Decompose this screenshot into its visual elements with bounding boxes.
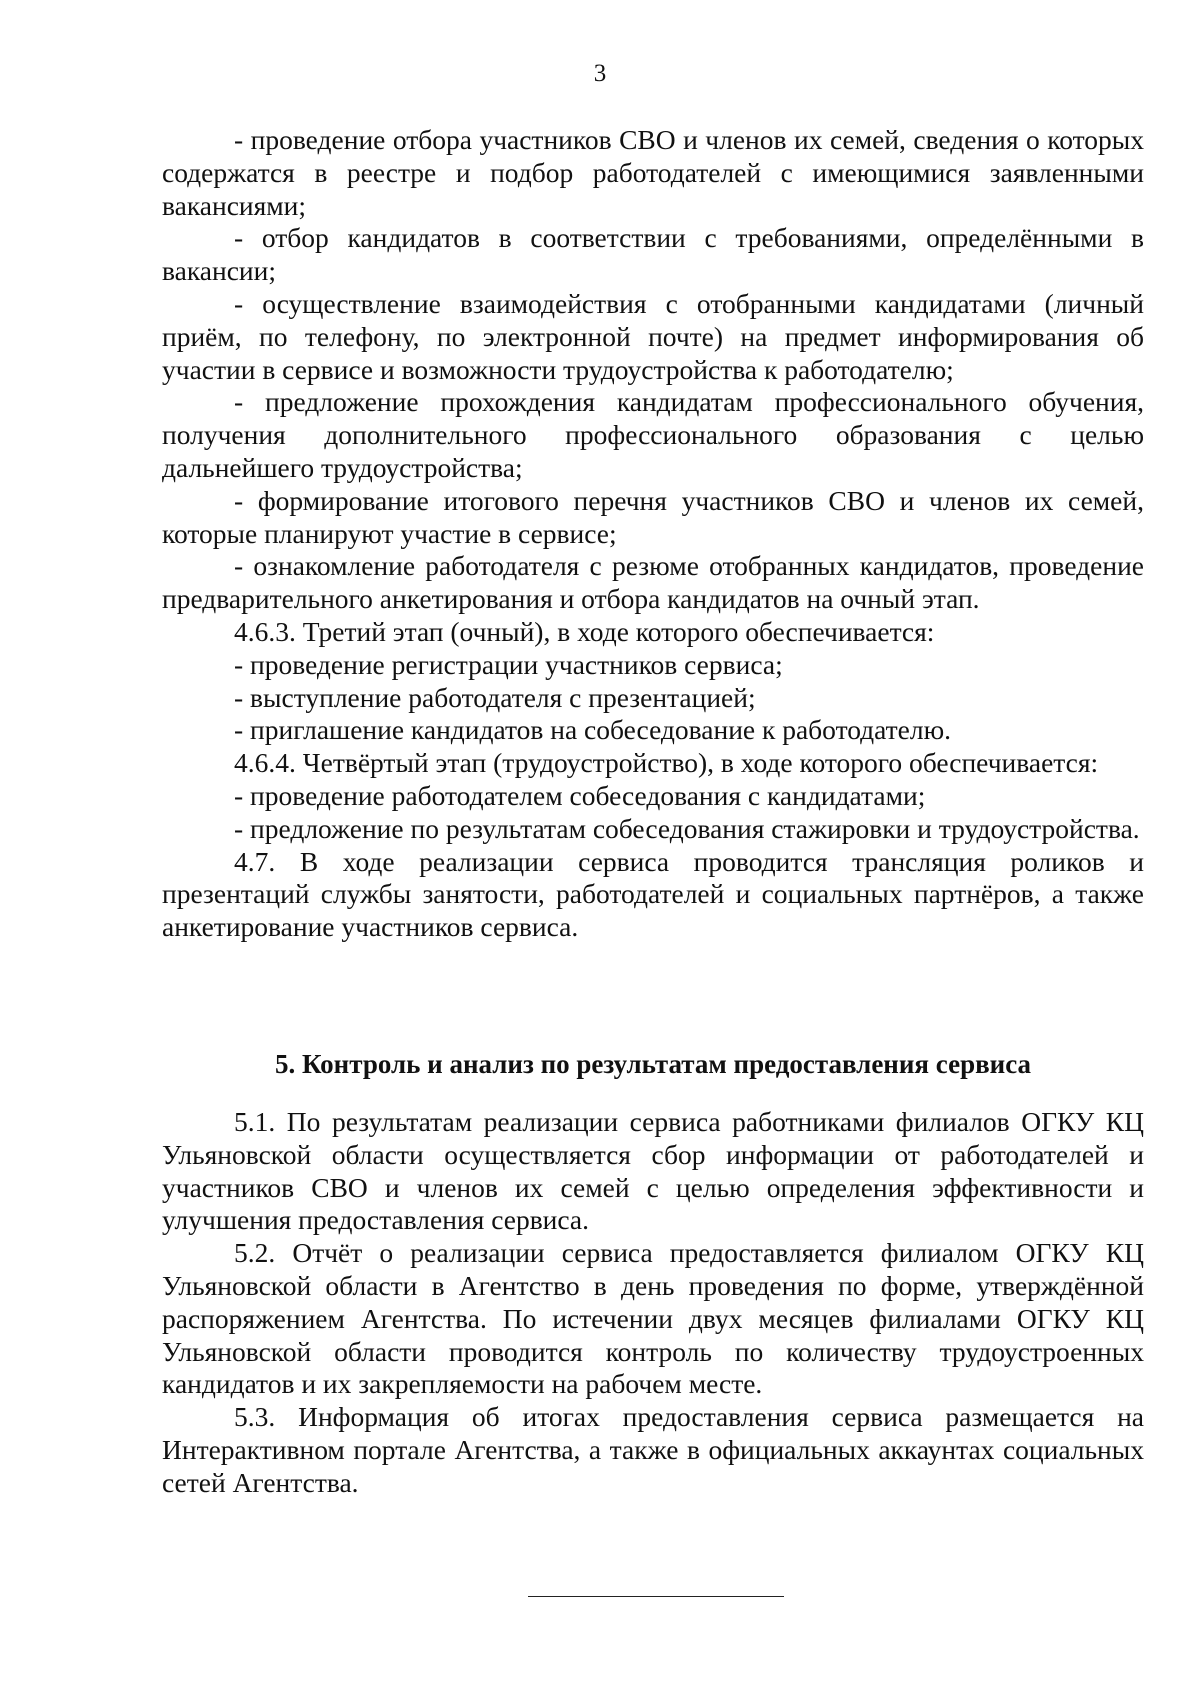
section5-body [162,1106,1144,1500]
paragraph: - проведение отбора участников СВО и членов их семей, сведения о которых содержатся в реестре и подбор работодателей с имеющимися заявленными вакансиями; [162,124,1144,221]
paragraph: 5.1. По результатам реализации сервиса работниками филиалов ОГКУ КЦ Ульяновской области осуществляется сбор информации от работодателей и участников СВО и членов их семей с целью определения эффективности и улучшения предоставления сервиса. [162,1106,1144,1236]
page-number: 3 [593,60,607,87]
paragraph: - ознакомление работодателя с резюме отобранных кандидатов, проведение предварительного анкетирования и отбора кандидатов на очный этап. [162,550,1144,615]
paragraph: 5.3. Информация об итогах предоставления сервиса размещается на Интерактивном портале Агентства, а также в официальных аккаунтах социальных сетей Агентства. [162,1401,1144,1498]
paragraph: - предложение по результатам собеседования стажировки и трудоустройства. [234,812,1140,844]
paragraph: 5.2. Отчёт о реализации сервиса предоставляется филиалом ОГКУ КЦ Ульяновской области в Агентство в день проведения по форме, утверждённой распоряжением Агентства. По истечении двух месяцев филиалами ОГКУ КЦ Ульяновской области проводится контроль по количеству трудоустроенных кандидатов и их закрепляемости на рабочем месте. [162,1237,1144,1400]
paragraph: 4.6.4. Четвёртый этап (трудоустройство), в ходе которого обеспечивается: [234,747,1099,779]
section5-heading: 5. Контроль и анализ по результатам предоставления сервиса [274,1049,1032,1079]
end-divider [528,1596,784,1597]
paragraph: - приглашение кандидатов на собеседование к работодателю. [234,714,952,746]
paragraph: - осуществление взаимодействия с отобранными кандидатами (личный приём, по телефону, по электронной почте) на предмет информирования об участии в сервисе и возможности трудоустройства к работодателю; [162,287,1144,385]
paragraph: - формирование итогового перечня участников СВО и членов их семей, которые планируют участие в сервисе; [162,484,1144,549]
paragraph: 4.7. В ходе реализации сервиса проводится трансляция роликов и презентаций службы занятости, работодателей и социальных партнёров, а также анкетирование участников сервиса. [162,845,1144,943]
paragraph: - проведение работодателем собеседования с кандидатами; [234,779,926,811]
paragraph: - проведение регистрации участников сервиса; [234,648,783,680]
paragraph: - предложение прохождения кандидатам профессионального обучения, получения дополнительного профессионального образования с целью дальнейшего трудоустройства; [162,386,1144,483]
paragraph: - отбор кандидатов в соответствии с требованиями, определёнными в вакансии; [162,222,1144,287]
section4-body [162,124,1144,944]
paragraph: 4.6.3. Третий этап (очный), в ходе которого обеспечивается: [234,615,935,647]
paragraph: - выступление работодателя с презентацией; [234,681,756,713]
